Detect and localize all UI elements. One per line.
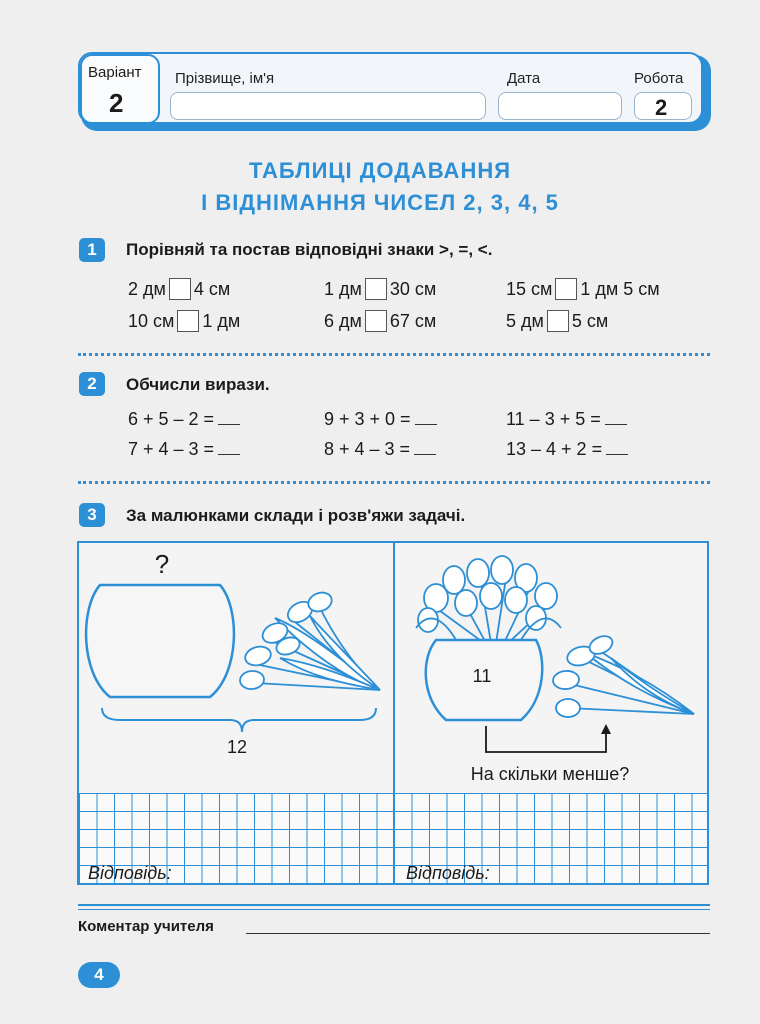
brace-icon xyxy=(102,708,376,732)
comment-line[interactable] xyxy=(246,933,710,934)
task-3-number: 3 xyxy=(79,503,105,527)
name-field[interactable] xyxy=(170,92,486,120)
answer-blank[interactable] xyxy=(218,438,240,455)
answer-blank[interactable] xyxy=(415,408,437,425)
variant-number: 2 xyxy=(109,88,124,118)
empty-vase-icon xyxy=(86,585,234,697)
task-1-item-2: 1 дм 30 см xyxy=(324,279,437,299)
task-1-item-1: 2 дм 4 см xyxy=(128,279,231,299)
compare-box[interactable] xyxy=(177,310,199,332)
answer-blank[interactable] xyxy=(606,438,628,455)
question-mark: ? xyxy=(154,549,170,579)
work-label: Робота xyxy=(634,70,684,87)
task-2-expression-6: 13 – 4 + 2 = xyxy=(506,438,628,460)
answer-blank[interactable] xyxy=(605,408,627,425)
task-2-expression-2: 9 + 3 + 0 = xyxy=(324,408,437,430)
grid-divider xyxy=(393,793,395,885)
date-field[interactable] xyxy=(498,92,622,120)
question-text: На скільки менше? xyxy=(470,764,630,784)
footer-divider-top xyxy=(78,904,710,906)
task-1-number: 1 xyxy=(79,238,105,262)
compare-box[interactable] xyxy=(547,310,569,332)
answer-blank[interactable] xyxy=(414,438,436,455)
footer-divider-bottom xyxy=(78,909,710,910)
work-number: 2 xyxy=(655,95,668,120)
task-2-expression-3: 11 – 3 + 5 = xyxy=(506,408,627,430)
task-1-item-5: 6 дм 67 см xyxy=(324,311,437,331)
compare-box[interactable] xyxy=(365,310,387,332)
comment-label: Коментар учителя xyxy=(78,918,214,935)
answer-label-left: Відповідь: xyxy=(88,863,172,883)
task-1-item-3: 15 см 1 дм 5 см xyxy=(506,279,660,299)
comparison-arrow-icon xyxy=(486,726,606,752)
vase-flowers-illustration-left xyxy=(80,548,392,790)
date-label: Дата xyxy=(507,70,541,87)
tulip-bouquet-icon xyxy=(239,589,380,690)
task-2-expression-1: 6 + 5 – 2 = xyxy=(128,408,240,430)
task-1-instruction: Порівняй та постав відповідні знаки >, =, <. xyxy=(126,240,493,259)
section-divider xyxy=(78,353,710,356)
task-1-item-6: 5 дм 5 см xyxy=(506,311,609,331)
task-2-number: 2 xyxy=(79,372,105,396)
vase-flowers-illustration-right xyxy=(396,548,708,790)
task-1-item-4: 10 см 1 дм xyxy=(128,311,241,331)
page-title-line-1: ТАБЛИЦІ ДОДАВАННЯ xyxy=(248,158,512,183)
task-2-expression-4: 7 + 4 – 3 = xyxy=(128,438,240,460)
tulips-in-vase-icon xyxy=(416,556,561,643)
section-divider xyxy=(78,481,710,484)
answer-blank[interactable] xyxy=(218,408,240,425)
page-title-line-2: І ВІДНІМАННЯ ЧИСЕЛ 2, 3, 4, 5 xyxy=(201,190,559,215)
compare-box[interactable] xyxy=(169,278,191,300)
compare-box[interactable] xyxy=(365,278,387,300)
compare-box[interactable] xyxy=(555,278,577,300)
answer-label-right: Відповідь: xyxy=(406,863,490,883)
variant-label: Варіант xyxy=(88,64,142,81)
vase-count: 11 xyxy=(472,666,492,686)
task-2-expression-5: 8 + 4 – 3 = xyxy=(324,438,436,460)
total-count: 12 xyxy=(226,737,248,757)
tulip-bunch-icon xyxy=(552,633,694,717)
task-2-instruction: Обчисли вирази. xyxy=(126,375,270,394)
task-3-instruction: За малюнками склади і розв'яжи задачі. xyxy=(126,506,466,525)
name-label: Прізвище, ім'я xyxy=(175,70,275,87)
page-number: 4 xyxy=(78,962,120,988)
